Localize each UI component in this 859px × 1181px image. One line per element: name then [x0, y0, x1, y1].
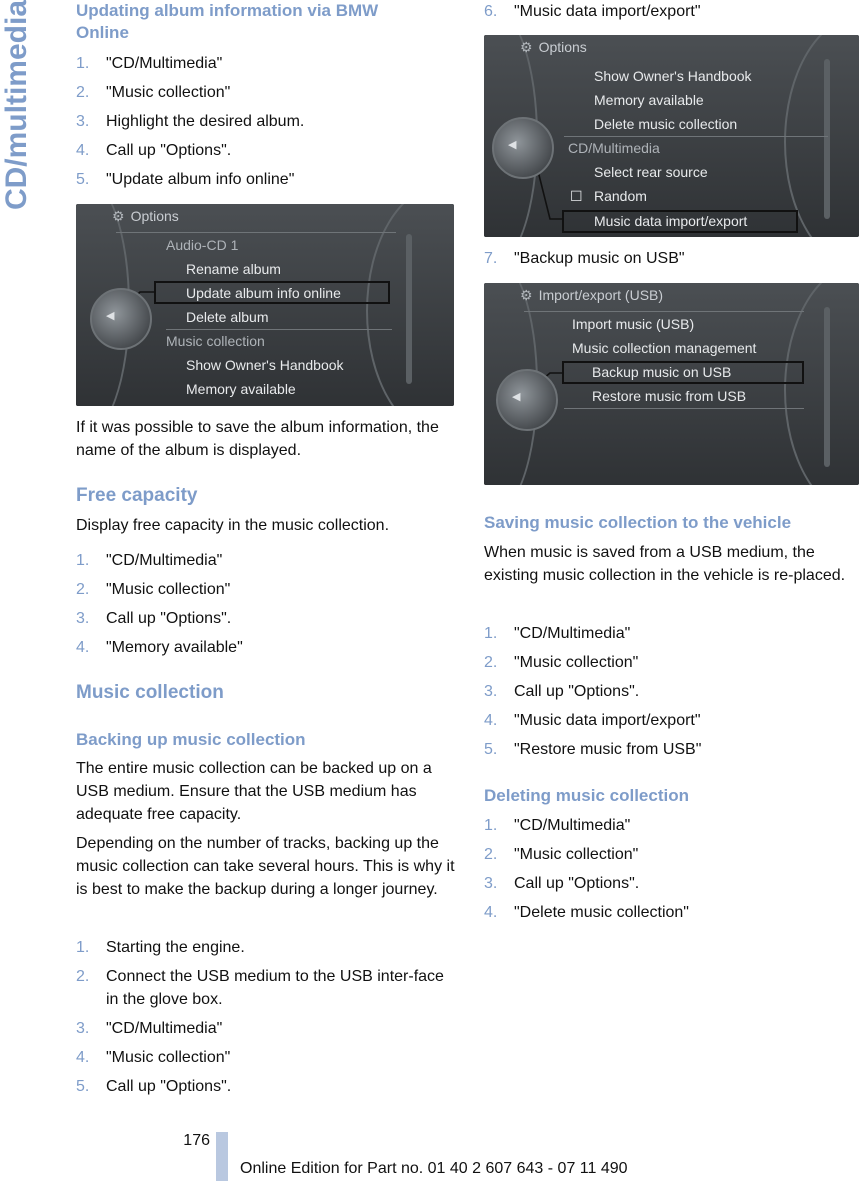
menu-item: Delete album	[186, 309, 269, 325]
step: 3. Highlight the desired album.	[76, 113, 305, 130]
step: 3. Call up "Options".	[484, 683, 640, 700]
scrollbar	[824, 59, 830, 219]
section-heading-update-album: Updating album information via BMW Online	[76, 1, 379, 42]
step: 5. Call up "Options".	[76, 1078, 232, 1095]
paragraph: Depending on the number of tracks, backing up the music collection can take several hours. This is why it is best to make the backup during a longer journey.	[76, 835, 455, 898]
step: 6. "Music data import/export"	[484, 3, 701, 20]
chapter-side-tab	[0, 0, 32, 290]
section-heading-music-collection: Music collection	[76, 682, 224, 703]
step: 4. "Music data import/export"	[484, 712, 701, 729]
step: 2. "Music collection"	[484, 654, 639, 671]
menu-section: Music collection	[166, 333, 265, 349]
steps-update-album	[76, 52, 456, 197]
controller-knob-icon: ◀	[492, 117, 554, 179]
step: 1. Starting the engine.	[76, 939, 245, 956]
step: 5. "Restore music from USB"	[484, 741, 702, 758]
menu-section: Audio-CD 1	[166, 237, 239, 253]
screenshot-import-export-usb	[484, 283, 859, 485]
page-footer	[0, 1128, 859, 1181]
controller-knob-icon: ◀	[90, 288, 152, 350]
menu-item: Restore music from USB	[592, 388, 747, 404]
selection-frame	[562, 210, 798, 233]
screenshot-options-multimedia	[484, 35, 859, 237]
subsection-heading-backup: Backing up music collection	[76, 730, 306, 749]
menu-item-highlighted: Backup music on USB	[592, 364, 732, 380]
menu-section: CD/Multimedia	[568, 140, 660, 156]
chapter-title: CD/multimedia	[0, 0, 33, 211]
subsection-heading-deleting: Deleting music collection	[484, 786, 689, 805]
selection-frame	[562, 361, 804, 384]
step: 7. "Backup music on USB"	[484, 250, 685, 267]
menu-item: Music collection management	[572, 340, 757, 356]
scrollbar	[824, 307, 830, 467]
step: 1. "CD/Multimedia"	[76, 55, 223, 72]
checkbox-icon: ☐	[570, 188, 583, 204]
step: 4. "Music collection"	[76, 1049, 231, 1066]
footer-accent-bar	[216, 1132, 228, 1181]
step: 3. Call up "Options".	[76, 610, 232, 627]
step: 5. "Update album info online"	[76, 171, 295, 188]
step: 1. "CD/Multimedia"	[484, 817, 631, 834]
step: 2. "Music collection"	[484, 846, 639, 863]
menu-item: Memory available	[186, 381, 296, 397]
gear-icon: ⚙	[520, 39, 533, 55]
menu-header: ⚙ Options	[520, 39, 587, 55]
menu-item: Rename album	[186, 261, 281, 277]
step: 4. Call up "Options".	[76, 142, 232, 159]
menu-header: ⚙ Import/export (USB)	[520, 287, 664, 303]
subsection-heading-saving: Saving music collection to the vehicle	[484, 513, 792, 532]
menu-item: Random	[594, 188, 647, 204]
screenshot-options-audio-cd	[76, 204, 454, 406]
paragraph: The entire music collection can be backed up on a USB medium. Ensure that the USB medium has adequate free capacity.	[76, 760, 432, 823]
step: 1. "CD/Multimedia"	[76, 552, 223, 569]
gear-icon: ⚙	[112, 208, 125, 224]
menu-item-highlighted: Update album info online	[186, 285, 341, 301]
scrollbar	[406, 234, 412, 384]
gear-icon: ⚙	[520, 287, 533, 303]
steps-free-capacity	[76, 549, 456, 665]
steps-deleting	[484, 814, 859, 930]
menu-item: Import music (USB)	[572, 316, 695, 332]
edition-note: Online Edition for Part no. 01 40 2 607 643 - 07 11 490	[240, 1160, 628, 1177]
step: 1. "CD/Multimedia"	[484, 625, 631, 642]
paragraph: When music is saved from a USB medium, the existing music collection in the vehicle is re-placed.	[484, 544, 846, 584]
step: 2. "Music collection"	[76, 84, 231, 101]
page-number: 176	[183, 1132, 210, 1149]
section-heading-free-capacity: Free capacity	[76, 485, 198, 506]
menu-item: Show Owner's Handbook	[186, 357, 344, 373]
menu-header: ⚙ Options	[112, 208, 179, 224]
selection-frame	[154, 281, 390, 304]
step: 2. "Music collection"	[76, 581, 231, 598]
paragraph: Display free capacity in the music collection.	[76, 517, 390, 534]
step: 4. "Memory available"	[76, 639, 243, 656]
menu-item-highlighted: Music data import/export	[594, 213, 748, 229]
step: 4. "Delete music collection"	[484, 904, 689, 921]
paragraph: If it was possible to save the album information, the name of the album is displayed.	[76, 419, 439, 459]
menu-item: Delete music collection	[594, 116, 738, 132]
step: 3. "CD/Multimedia"	[76, 1020, 223, 1037]
controller-knob-icon: ◀	[496, 369, 558, 431]
steps-saving	[484, 622, 859, 767]
step: 2. Connect the USB medium to the USB inter-face in the glove box.	[76, 968, 444, 1008]
steps-backup	[76, 936, 456, 1104]
menu-item: Memory available	[594, 92, 704, 108]
menu-item: Show Owner's Handbook	[594, 68, 752, 84]
steps-backup-final	[484, 247, 859, 276]
menu-item: Select rear source	[594, 164, 708, 180]
steps-backup-continued	[484, 0, 859, 29]
step: 3. Call up "Options".	[484, 875, 640, 892]
